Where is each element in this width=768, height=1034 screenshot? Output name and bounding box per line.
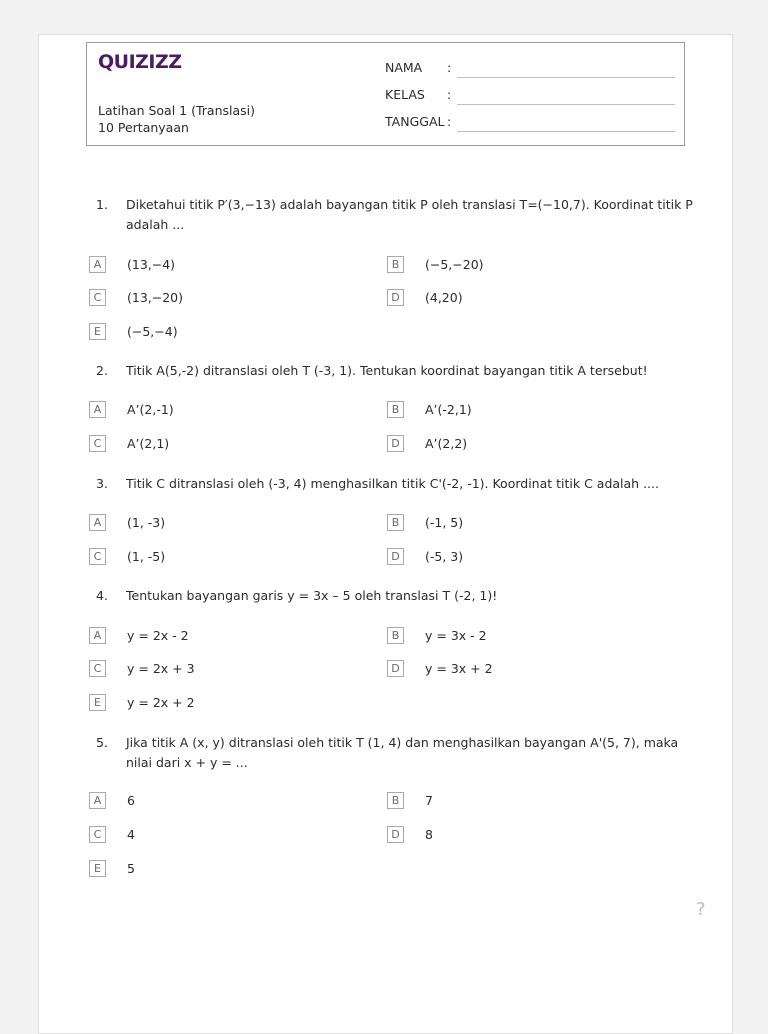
- option-value: A’(-2,1): [425, 402, 472, 417]
- option-value: 6: [127, 793, 135, 808]
- option-letter-box: E: [89, 860, 106, 877]
- option-letter-box: B: [387, 401, 404, 418]
- option-value: (13,−20): [127, 290, 184, 305]
- class-label: KELAS: [385, 87, 425, 102]
- name-label: NAMA: [385, 60, 423, 75]
- question-number: 3.: [96, 476, 108, 491]
- option-value: (−5,−4): [127, 324, 178, 339]
- option-2a[interactable]: [89, 401, 349, 421]
- option-value: y = 2x + 2: [127, 695, 195, 710]
- option-letter-box: E: [89, 323, 106, 340]
- option-3a[interactable]: [89, 514, 349, 534]
- option-letter-box: E: [89, 694, 106, 711]
- worksheet-page: [38, 34, 733, 1034]
- option-letter-box: C: [89, 435, 106, 452]
- option-value: (-1, 5): [425, 515, 464, 530]
- option-1a[interactable]: [89, 256, 349, 276]
- option-5a[interactable]: [89, 792, 349, 812]
- option-letter-box: D: [387, 548, 404, 565]
- option-value: y = 2x + 3: [127, 661, 195, 676]
- option-letter-box: C: [89, 660, 106, 677]
- option-value: 5: [127, 861, 135, 876]
- option-4e[interactable]: [89, 694, 349, 714]
- date-field: [385, 114, 675, 134]
- name-line: [457, 77, 675, 78]
- option-value: (13,−4): [127, 257, 176, 272]
- option-4d[interactable]: [387, 660, 647, 680]
- question-number: 5.: [96, 735, 108, 750]
- option-3b[interactable]: [387, 514, 647, 534]
- option-letter-box: A: [89, 627, 106, 644]
- option-letter-box: A: [89, 256, 106, 273]
- option-value: A’(2,1): [127, 436, 170, 451]
- option-letter-box: A: [89, 514, 106, 531]
- question-text: Jika titik A (x, y) ditranslasi oleh titik T (1, 4) dan menghasilkan bayangan A'(5, 7), maka nilai dari x + y = ...: [126, 735, 679, 770]
- option-letter-box: D: [387, 435, 404, 452]
- option-letter-box: B: [387, 514, 404, 531]
- option-value: y = 2x - 2: [127, 628, 189, 643]
- option-2c[interactable]: [89, 435, 349, 455]
- option-3c[interactable]: [89, 548, 349, 568]
- question-text: Diketahui titik P′(3,−13) adalah bayangan titik P oleh translasi T=(−10,7). Koordinat titik P adalah ...: [126, 197, 693, 232]
- question-text: Titik A(5,-2) ditranslasi oleh T (-3, 1). Tentukan koordinat bayangan titik A tersebut!: [126, 363, 648, 378]
- option-letter-box: C: [89, 289, 106, 306]
- question-text: Titik C ditranslasi oleh (-3, 4) menghasilkan titik C'(-2, -1). Koordinat titik C adalah ....: [126, 476, 659, 491]
- option-value: (-5, 3): [425, 549, 464, 564]
- option-value: A’(2,2): [425, 436, 468, 451]
- option-value: 4: [127, 827, 135, 842]
- date-label: TANGGAL: [385, 114, 445, 129]
- option-letter-box: B: [387, 256, 404, 273]
- option-letter-box: C: [89, 826, 106, 843]
- question-number: 4.: [96, 588, 108, 603]
- question-count: 10 Pertanyaan: [98, 120, 189, 135]
- name-field: [385, 60, 675, 80]
- quiz-title: Latihan Soal 1 (Translasi): [98, 103, 255, 118]
- option-letter-box: B: [387, 627, 404, 644]
- question-text: Tentukan bayangan garis y = 3x – 5 oleh translasi T (-2, 1)!: [126, 588, 498, 603]
- option-4c[interactable]: [89, 660, 349, 680]
- option-1e[interactable]: [89, 323, 349, 343]
- option-letter-box: D: [387, 660, 404, 677]
- class-colon: :: [447, 87, 452, 102]
- option-value: A’(2,-1): [127, 402, 174, 417]
- option-letter-box: C: [89, 548, 106, 565]
- option-value: (1, -5): [127, 549, 166, 564]
- option-letter-box: D: [387, 826, 404, 843]
- name-colon: :: [447, 60, 452, 75]
- option-4b[interactable]: [387, 627, 647, 647]
- question-number: 1.: [96, 197, 108, 212]
- option-1b[interactable]: [387, 256, 647, 276]
- option-value: (−5,−20): [425, 257, 484, 272]
- class-line: [457, 104, 675, 105]
- option-value: 7: [425, 793, 433, 808]
- option-3d[interactable]: [387, 548, 647, 568]
- option-5d[interactable]: [387, 826, 647, 846]
- question-number: 2.: [96, 363, 108, 378]
- question-mark-icon[interactable]: ?: [696, 899, 706, 920]
- option-value: y = 3x - 2: [425, 628, 487, 643]
- option-2d[interactable]: [387, 435, 647, 455]
- option-letter-box: A: [89, 401, 106, 418]
- option-letter-box: B: [387, 792, 404, 809]
- option-2b[interactable]: [387, 401, 647, 421]
- quizizz-logo: QUIZIZZ: [98, 51, 182, 73]
- option-value: (1, -3): [127, 515, 166, 530]
- option-value: 8: [425, 827, 433, 842]
- option-letter-box: A: [89, 792, 106, 809]
- date-line: [457, 131, 675, 132]
- worksheet-header: [86, 42, 685, 146]
- option-4a[interactable]: [89, 627, 349, 647]
- option-letter-box: D: [387, 289, 404, 306]
- option-value: y = 3x + 2: [425, 661, 493, 676]
- option-1d[interactable]: [387, 289, 647, 309]
- option-5c[interactable]: [89, 826, 349, 846]
- option-1c[interactable]: [89, 289, 349, 309]
- option-5e[interactable]: [89, 860, 349, 880]
- option-value: (4,20): [425, 290, 463, 305]
- date-colon: :: [447, 114, 452, 129]
- class-field: [385, 87, 675, 107]
- option-5b[interactable]: [387, 792, 647, 812]
